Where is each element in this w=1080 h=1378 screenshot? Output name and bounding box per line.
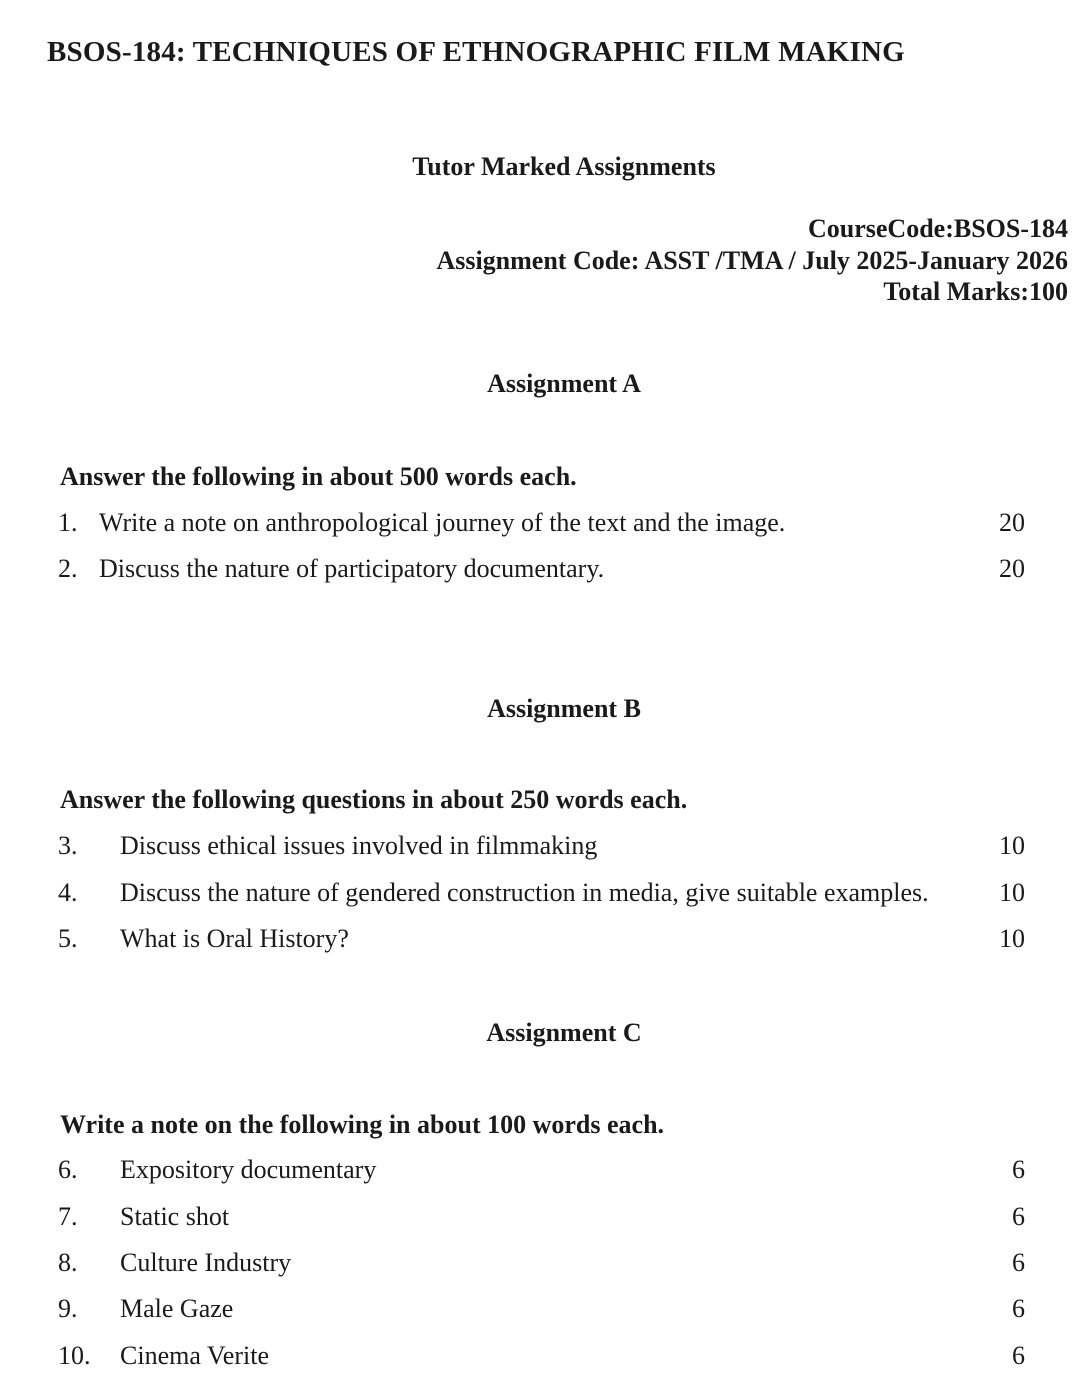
assignment-b-instruction: Answer the following questions in about 250 words each. [60, 785, 688, 814]
question-text: Expository documentary [120, 1155, 377, 1184]
question-text: Cinema Verite [120, 1341, 269, 1370]
question-number: 9. [58, 1294, 78, 1323]
assignment-a-heading: Assignment A [487, 369, 641, 398]
question-text: Discuss the nature of participatory documentary. [99, 554, 605, 583]
question-text: Write a note on anthropological journey of the text and the image. [99, 508, 786, 537]
question-marks: 6 [1012, 1202, 1025, 1231]
question-marks: 10 [999, 831, 1025, 860]
question-marks: 10 [999, 878, 1025, 907]
question-text: Discuss the nature of gendered construction in media, give suitable examples. [120, 878, 929, 907]
question-marks: 10 [999, 924, 1025, 953]
question-marks: 20 [999, 554, 1025, 583]
question-number: 3. [58, 831, 78, 860]
document-title: BSOS-184: TECHNIQUES OF ETHNOGRAPHIC FILM MAKING [47, 36, 905, 68]
question-number: 7. [58, 1202, 78, 1231]
total-marks: Total Marks:100 [883, 277, 1068, 306]
question-text: Discuss ethical issues involved in filmmaking [120, 831, 598, 860]
question-number: 5. [58, 924, 78, 953]
question-marks: 20 [999, 508, 1025, 537]
question-text: Culture Industry [120, 1248, 292, 1277]
question-number: 1. [58, 508, 78, 537]
question-marks: 6 [1012, 1294, 1025, 1323]
question-marks: 6 [1012, 1341, 1025, 1370]
assignment-code: Assignment Code: ASST /TMA / July 2025-January 2026 [436, 246, 1068, 275]
question-number: 8. [58, 1248, 78, 1277]
assignment-b-heading: Assignment B [487, 694, 641, 723]
document-subtitle: Tutor Marked Assignments [412, 152, 716, 181]
question-marks: 6 [1012, 1248, 1025, 1277]
assignment-c-instruction: Write a note on the following in about 100 words each. [60, 1110, 665, 1139]
course-code: CourseCode:BSOS-184 [807, 214, 1068, 243]
question-number: 4. [58, 878, 78, 907]
question-text: What is Oral History? [120, 924, 349, 953]
question-number: 6. [58, 1155, 78, 1184]
assignment-c-heading: Assignment C [486, 1018, 642, 1047]
assignment-a-instruction: Answer the following in about 500 words each. [60, 462, 577, 491]
question-number: 10. [58, 1341, 91, 1370]
question-text: Male Gaze [120, 1294, 234, 1323]
question-text: Static shot [120, 1202, 230, 1231]
question-marks: 6 [1012, 1155, 1025, 1184]
question-number: 2. [58, 554, 78, 583]
